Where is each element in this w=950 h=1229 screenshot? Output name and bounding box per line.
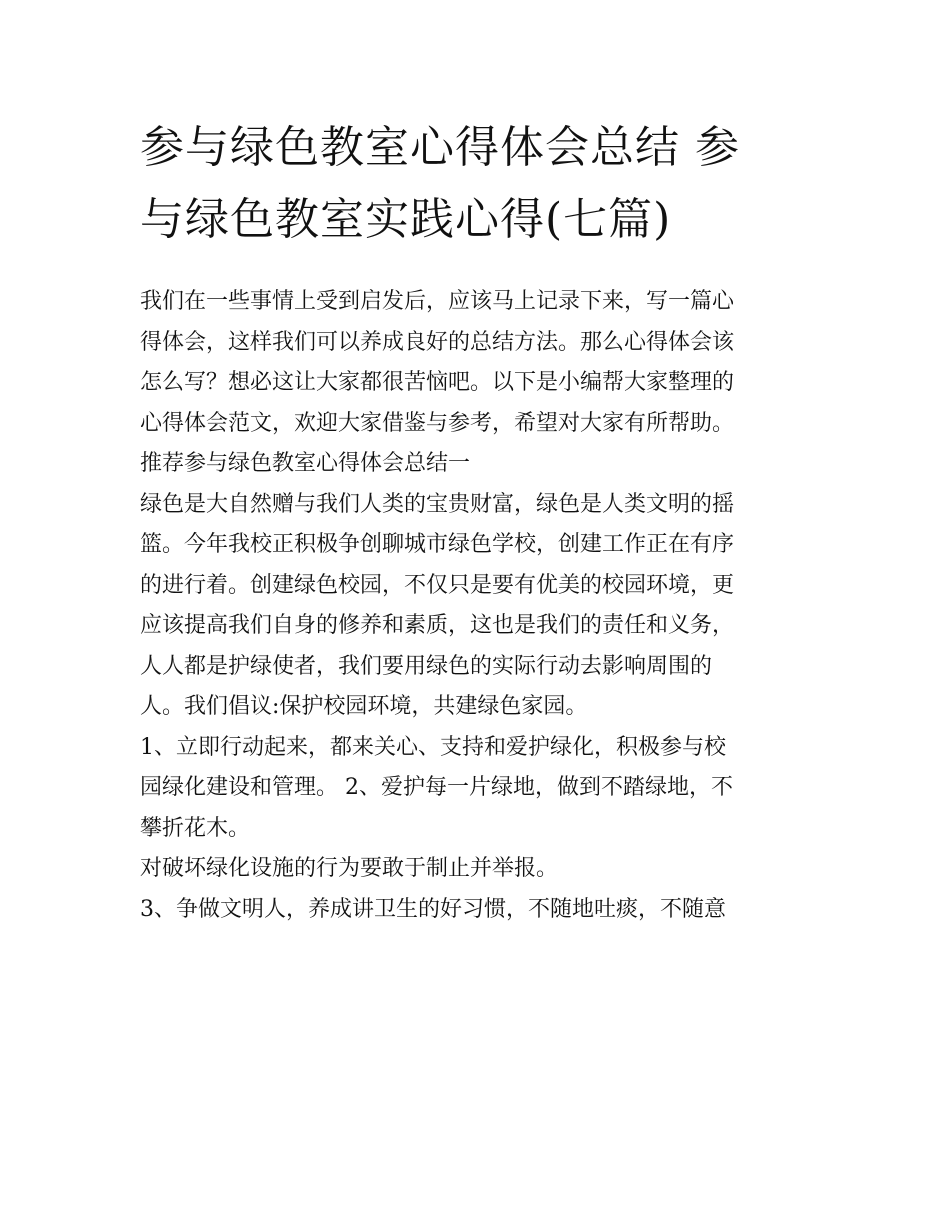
list-item-line: 园绿化建设和管理。 2、爱护每一片绿地，做到不踏绿地，不: [140, 775, 733, 800]
body-line: 人。我们倡议:保护校园环境，共建绿色家园。: [140, 694, 588, 719]
list-item-line: 1、立即行动起来，都来关心、支持和爱护绿化，积极参与校: [140, 734, 726, 760]
document-body: [140, 282, 830, 930]
body-line: 对破坏绿化设施的行为要敢于制止并举报。: [140, 856, 559, 881]
body-line: 篮。今年我校正积极争创聊城市绿色学校，创建工作正在有序: [140, 532, 735, 557]
list-item-line: 3、争做文明人，养成讲卫生的好习惯，不随地吐痰，不随意: [140, 896, 726, 922]
body-line: 的进行着。创建绿色校园，不仅只是要有优美的校园环境，更: [140, 572, 735, 598]
body-line: 绿色是大自然赠与我们人类的宝贵财富，绿色是人类文明的摇: [140, 491, 735, 517]
body-line: 我们在一些事情上受到启发后，应该马上记录下来，写一篇心: [140, 289, 735, 314]
body-line: 应该提高我们自身的修养和素质，这也是我们的责任和义务，: [140, 613, 735, 638]
document-title: [140, 112, 820, 256]
section-heading: 推荐参与绿色教室心得体会总结一: [140, 451, 471, 476]
body-line: 心得体会范文，欢迎大家借鉴与参考，希望对大家有所帮助。: [140, 410, 735, 436]
body-line: 得体会，这样我们可以养成良好的总结方法。那么心得体会该: [140, 329, 735, 355]
body-line: 人人都是护绿使者，我们要用绿色的实际行动去影响周围的: [140, 653, 713, 679]
title-line: 参与绿色教室心得体会总结 参: [140, 122, 740, 173]
title-line: 与绿色教室实践心得(七篇): [140, 194, 672, 245]
body-line: 怎么写？想必这让大家都很苦恼吧。以下是小编帮大家整理的: [140, 370, 735, 395]
list-item-line: 攀折花木。: [140, 815, 251, 841]
